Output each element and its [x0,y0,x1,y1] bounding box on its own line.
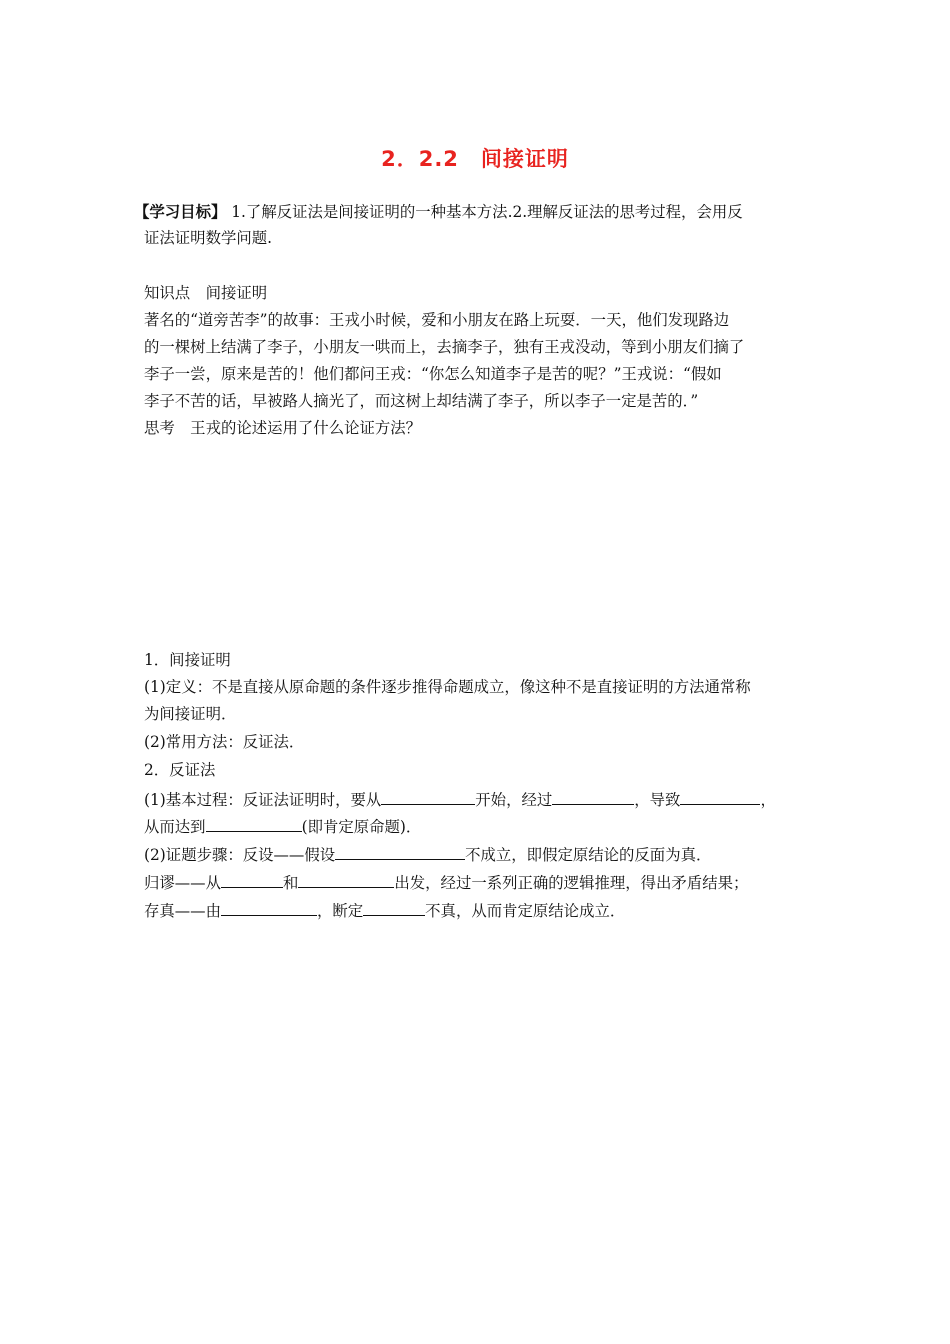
steps-line-2 [144,871,748,893]
conclusion-text-2: ，断定 [316,902,364,920]
fill-blank-4[interactable] [206,815,302,832]
fill-blank-6[interactable] [221,871,283,888]
definition-line-1: (1)定义：不是直接从原命题的条件逐步推得命题成立，像这种不是直接证明的方法通常称 [144,678,751,696]
fill-blank-8[interactable] [221,899,317,916]
process-text-1: (1)基本过程：反证法证明时，要从 [144,791,382,809]
steps-line-1 [144,843,711,865]
knowledge-point-heading: 知识点 间接证明 [144,284,268,302]
page-title: 2．2.2 间接证明 [381,147,569,171]
reductio-text-3: 出发，经过一系列正确的逻辑推理，得出矛盾结果； [394,874,749,892]
process-text-5: 从而达到 [144,818,206,836]
definition-line-2: 为间接证明． [144,705,237,723]
story-line-4: 李子不苦的话，早被路人摘光了，而这树上却结满了李子，所以李子一定是苦的．” [144,392,699,410]
reductio-text-2: 和 [282,874,299,892]
objectives-line-1 [134,202,743,222]
story-line-3: 李子一尝，原来是苦的！他们都问王戎：“你怎么知道李子是苦的呢？”王戎说：“假如 [144,365,722,383]
fill-blank-7[interactable] [298,871,394,888]
conclusion-text-3: 不真，从而肯定原结论成立． [425,902,626,920]
story-line-1: 著名的“道旁苦李”的故事：王戎小时候，爱和小朋友在路上玩耍．一天，他们发现路边 [144,311,730,329]
fill-blank-5[interactable] [335,843,465,860]
fill-blank-2[interactable] [552,788,634,805]
think-question: 思考 王戎的论述运用了什么论证方法？ [144,419,422,437]
process-line-1 [144,788,776,810]
process-text-3: ，导致 [634,791,681,809]
fill-blank-3[interactable] [680,788,760,805]
objectives-label: 【学习目标】 [134,203,227,221]
reductio-text-1: 归谬——从 [144,874,221,892]
steps-text-2: 不成立，即假定原结论的反面为真． [465,846,712,864]
process-text-6: (即肯定原命题)． [301,818,422,836]
steps-text-1: (2)证题步骤：反设——假设 [144,846,336,864]
process-text-2: 开始，经过 [475,791,553,809]
conclusion-text-1: 存真——由 [144,902,221,920]
section1-heading: 1．间接证明 [144,651,231,669]
fill-blank-1[interactable] [381,788,475,805]
objectives-text-1: 1.了解反证法是间接证明的一种基本方法.2.理解反证法的思考过程，会用反 [226,203,743,221]
section2-heading: 2．反证法 [144,761,216,779]
steps-line-3 [144,899,625,921]
common-method: (2)常用方法：反证法． [144,733,305,751]
fill-blank-9[interactable] [363,899,425,916]
process-text-4: ， [760,791,776,809]
story-line-2: 的一棵树上结满了李子，小朋友一哄而上，去摘李子，独有王戎没动，等到小朋友们摘了 [144,338,745,356]
objectives-line-2: 证法证明数学问题. [144,229,273,247]
process-line-2 [144,815,421,837]
